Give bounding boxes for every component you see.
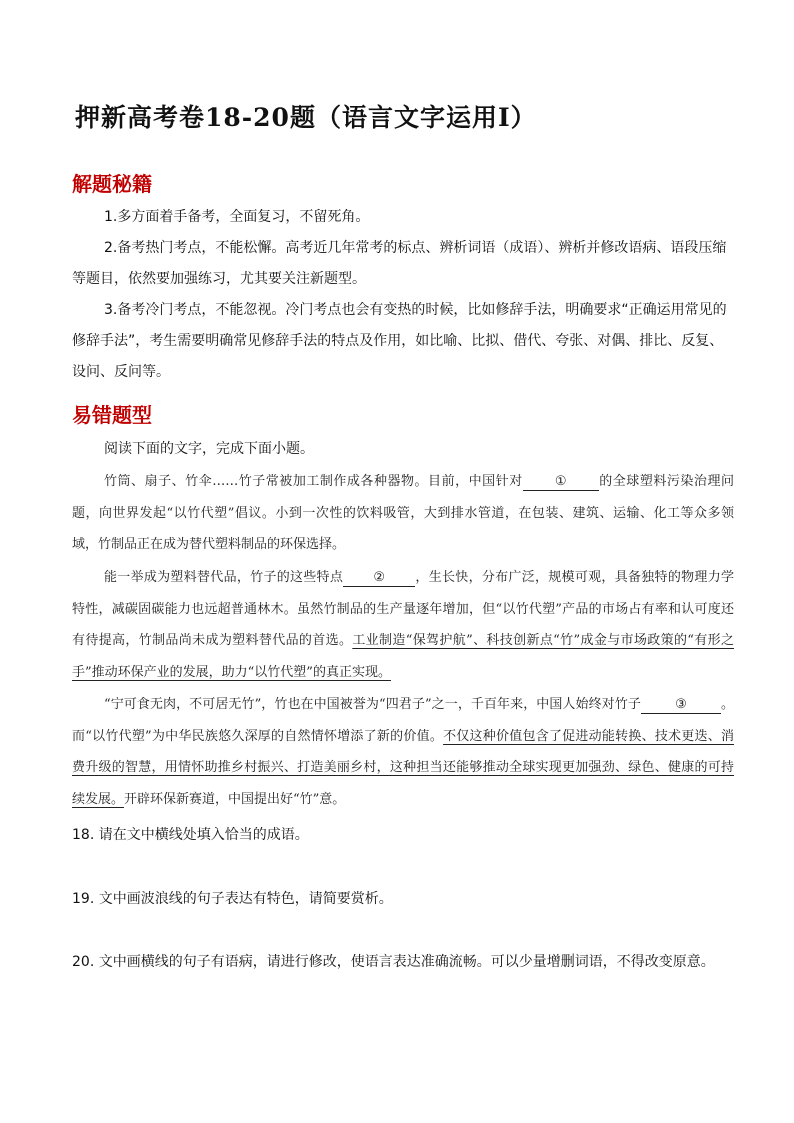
reading-instruction: 阅读下面的文字，完成下面小题。	[104, 441, 314, 457]
article-paragraph-3: “宁可食无肉，不可居无竹”，竹也在中国被誉为“四君子”之一，千百年来，中国人始终对竹子 ③ 。而“以竹代塑”为中华民族悠久深厚的自然情怀增添了新的价值。不仅这种价值包含了促进动能转换、技术更迭、消费升级的智慧，用情怀助推乡村振兴、打造美丽乡村，这种担当还能够推动全球实现更加强劲、绿色、健康的可持续发展。开辟环保新赛道，中国提出好“竹”意。	[72, 697, 734, 807]
question-19: 19. 文中画波浪线的句子表达有特色，请简要赏析。	[72, 891, 393, 907]
blank-1: ①	[523, 474, 599, 491]
page-title: 押新高考卷18-20题（语言文字运用Ⅰ）	[75, 103, 537, 132]
blank-2: ②	[343, 570, 415, 587]
tip-item: 1.多方面着手备考，全面复习，不留死角。	[104, 209, 370, 225]
section-heading-error-prone: 易错题型	[72, 403, 152, 427]
underlined-sentence-2: 不仅这种价值包含了促进动能转换、技术更迭、消费升级的智慧，用情怀助推乡村振兴、打造美丽乡村，这种担当还能够推动全球实现更加强劲、绿色、健康的可持续发展。	[72, 728, 734, 807]
underlined-sentence-1: 工业制造“保驾护航”、科技创新点“竹”成金与市场政策的“有形之手”推动环保产业的发展，助力“以竹代塑”的真正实现。	[72, 633, 734, 680]
question-20: 20. 文中画横线的句子有语病，请进行修改，使语言表达准确流畅。可以少量增删词语，不得改变原意。	[72, 954, 715, 970]
tip-item: 2.备考热门考点，不能松懈。高考近几年常考的标点、辨析词语（成语）、辨析并修改语病、语段压缩等题目，依然要加强练习，尤其要关注新题型。	[72, 240, 727, 287]
article-paragraph-1: 竹筒、扇子、竹伞……竹子常被加工制作成各种器物。目前，中国针对 ① 的全球塑料污染治理问题，向世界发起“以竹代塑”倡议。小到一次性的饮料吸管，大到排水管道，在包装、建筑、运输、化工等众多领域，竹制品正在成为替代塑料制品的环保选择。	[72, 474, 734, 552]
tip-item: 3.备考冷门考点，不能忽视。冷门考点也会有变热的时候，比如修辞手法，明确要求“正确运用常见的修辞手法”，考生需要明确常见修辞手法的特点及作用，如比喻、比拟、借代、夸张、对偶、排比、反复、设问、反问等。	[72, 302, 727, 380]
blank-3: ③	[641, 697, 721, 714]
question-18: 18. 请在文中横线处填入恰当的成语。	[72, 827, 309, 843]
section-heading-tips: 解题秘籍	[72, 172, 152, 196]
article-paragraph-2: 能一举成为塑料替代品，竹子的这些特点 ② ，生长快，分布广泛，规模可观，具备独特的物理力学特性，减碳固碳能力也远超普通林木。虽然竹制品的生产量逐年增加，但“以竹代塑”产品的市场占有率和认可度还有待提高，竹制品尚未成为塑料替代品的首选。工业制造“保驾护航”、科技创新点“竹”成金与市场政策的“有形之手”推动环保产业的发展，助力“以竹代塑”的真正实现。	[72, 570, 734, 680]
